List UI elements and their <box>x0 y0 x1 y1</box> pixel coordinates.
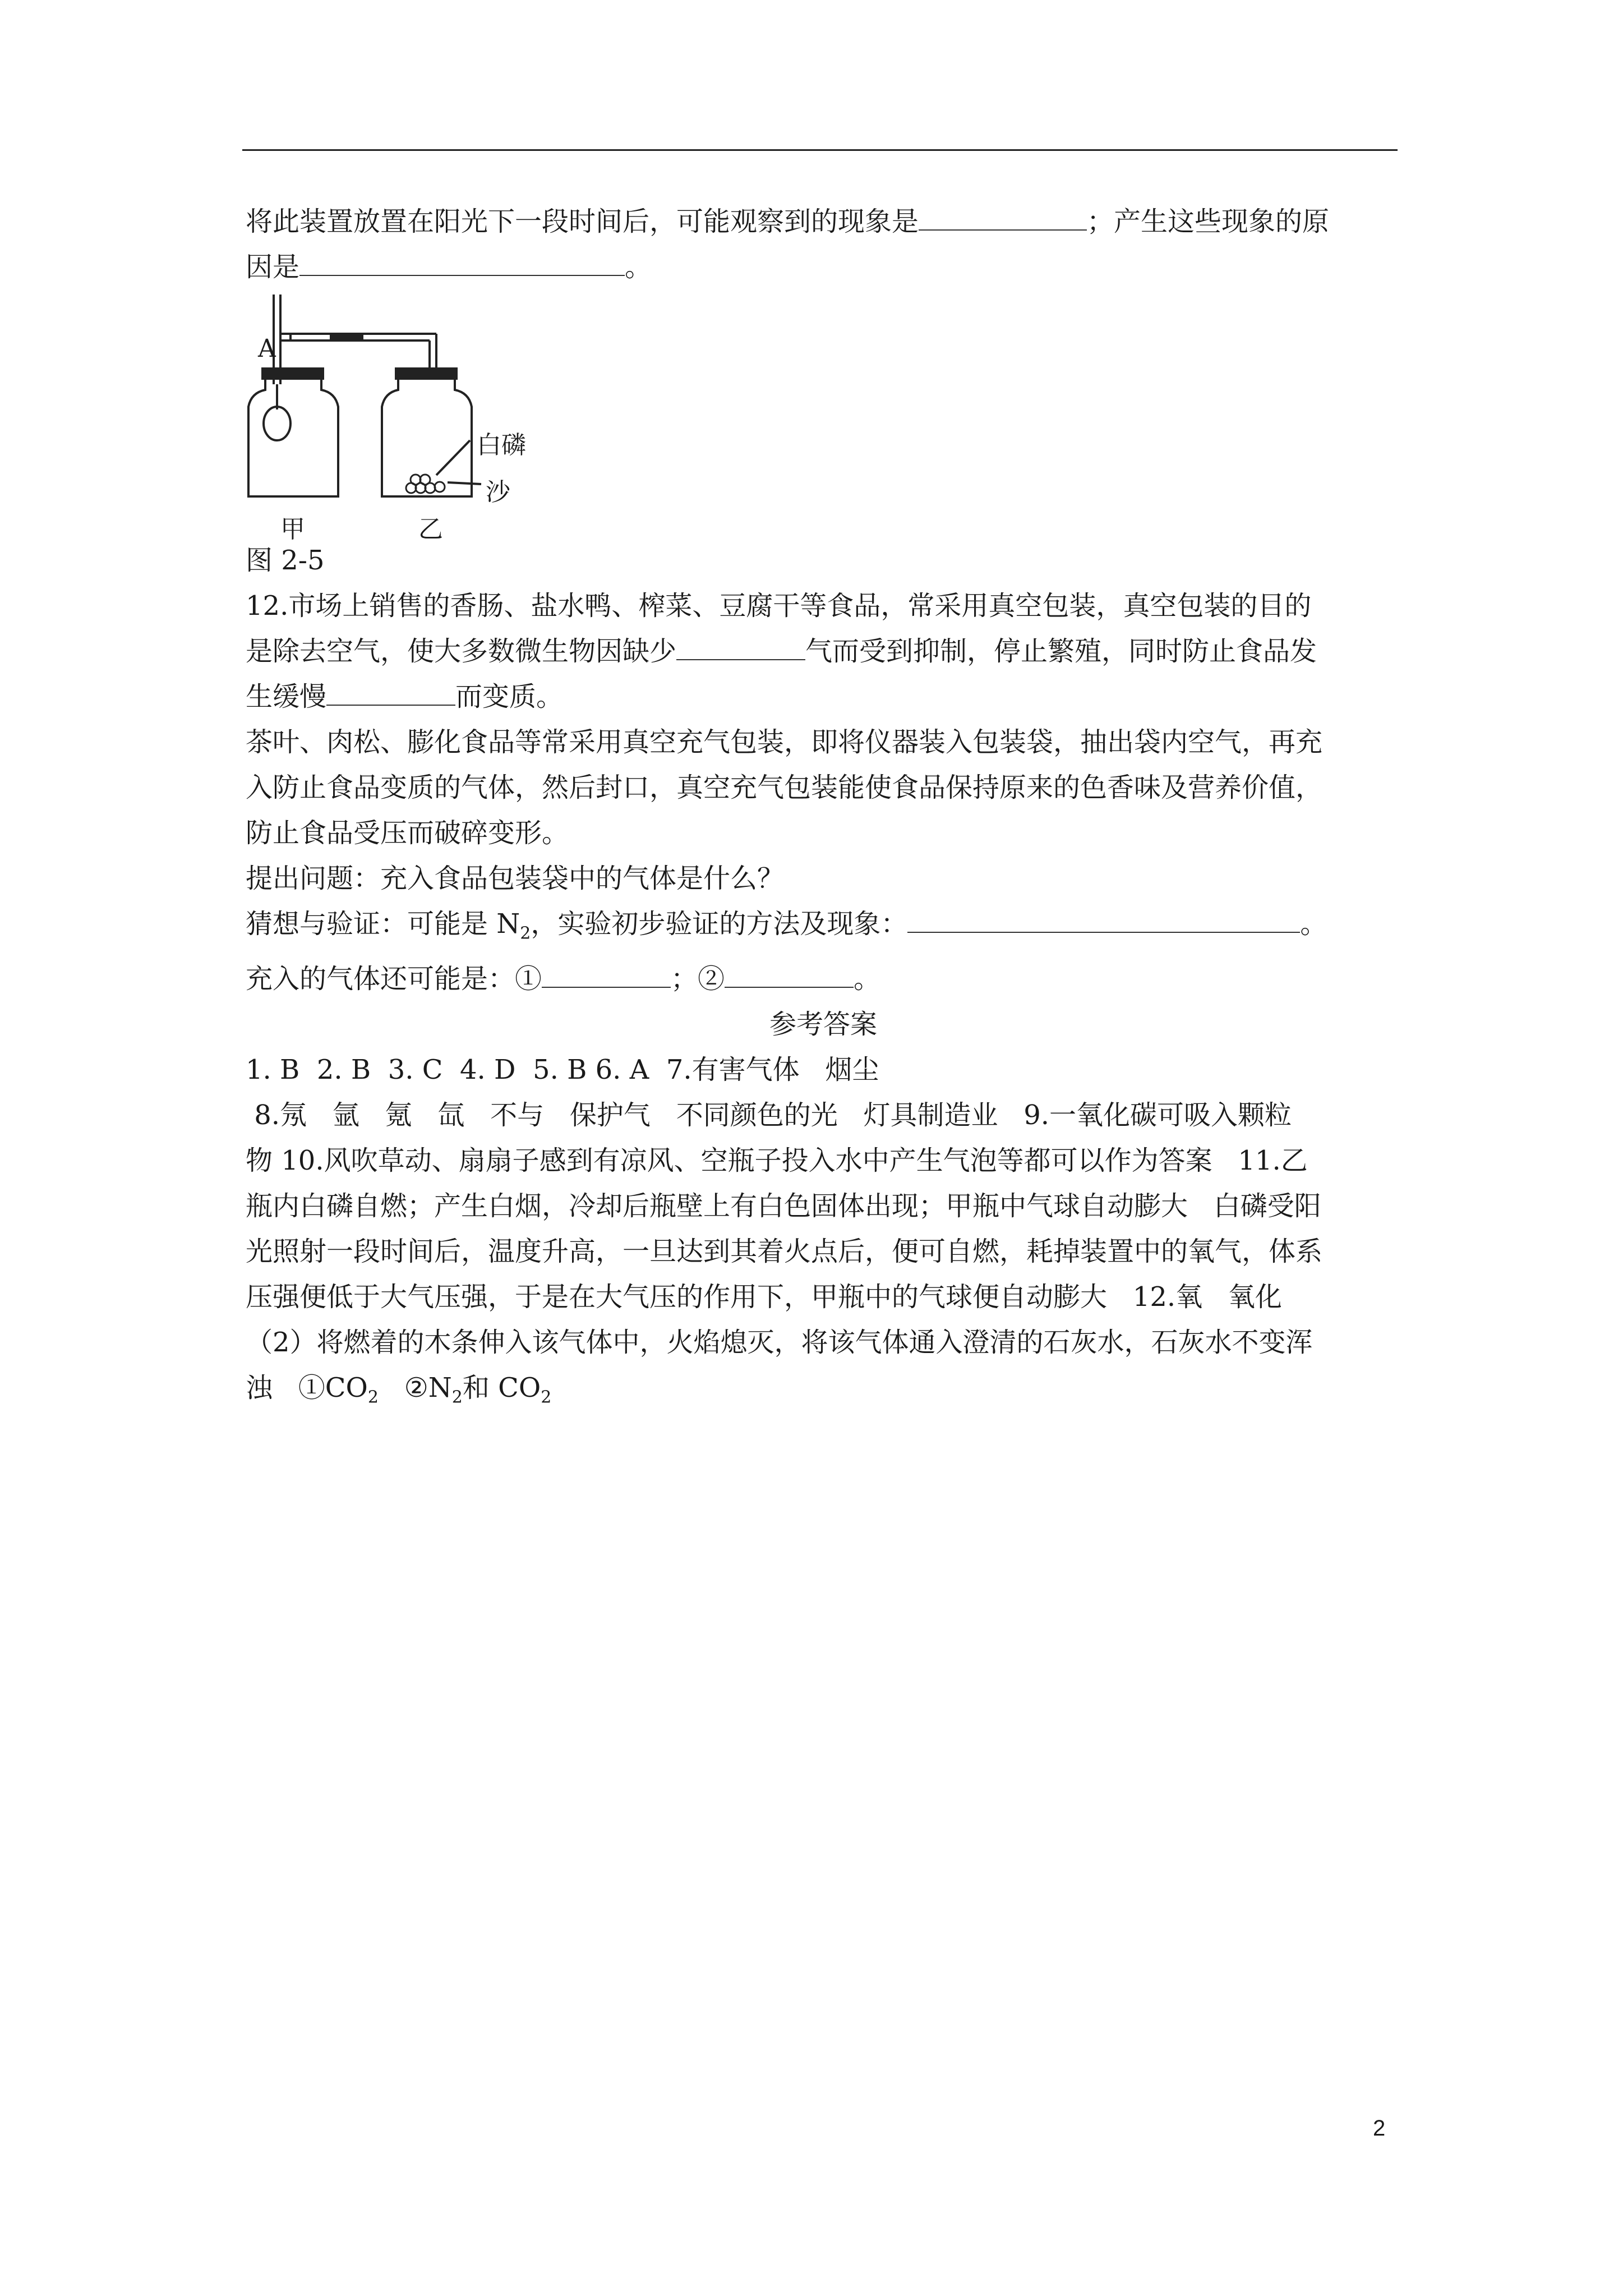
answers-line-4: 瓶内白磷自燃；产生白烟，冷却后瓶壁上有白色固体出现；甲瓶中气球自动膨大 白磷受阳 <box>246 1190 1321 1222</box>
answers-line-3: 物 10.风吹草动、扇扇子感到有凉风、空瓶子投入水中产生气泡等都可以作为答案 11.乙 <box>246 1144 1308 1176</box>
q12-text: ；② <box>671 963 725 995</box>
answer-text: ②N <box>378 1372 452 1404</box>
q12-line-3 <box>246 674 1401 720</box>
answers-line-1: 1. B 2. B 3. C 4. D 5. B 6. A 7.有害气体 烟尘 <box>246 1053 879 1085</box>
document-body <box>246 199 1401 1420</box>
q11-text: ；产生这些现象的原 <box>1087 206 1330 237</box>
q12-line-2 <box>246 629 1401 674</box>
answer-blank <box>676 631 805 660</box>
q11-text: 。 <box>625 251 652 283</box>
subscript: 2 <box>541 1387 552 1407</box>
subscript: 2 <box>367 1387 379 1407</box>
label-bottle-jia: 甲 <box>280 515 305 544</box>
label-a: A <box>258 334 276 363</box>
answer-blank <box>542 959 671 988</box>
q11-text: 因是 <box>246 251 300 283</box>
answer-blank <box>919 201 1087 231</box>
answer-blank <box>907 904 1300 933</box>
page-number: 2 <box>1373 2116 1386 2141</box>
q12-line-1: 12.市场上销售的香肠、盐水鸭、榨菜、豆腐干等食品，常采用真空包装，真空包装的目的 <box>246 590 1312 622</box>
header-rule <box>242 149 1398 151</box>
label-white-phosphorus: 白磷 <box>477 431 526 459</box>
q12-line-8 <box>246 901 1401 956</box>
answers-line-7: （2）将燃着的木条伸入该气体中，火焰熄灭，将该气体通入澄清的石灰水，石灰水不变浑 <box>246 1326 1313 1358</box>
answers-line-5: 光照射一段时间后，温度升高，一旦达到其着火点后，便可自燃，耗掉装置中的氧气，体系 <box>246 1235 1323 1267</box>
answer-blank <box>299 247 625 276</box>
figure-caption: 图 2-5 <box>246 545 325 576</box>
answers-line-8 <box>246 1365 1401 1420</box>
q12-text: ，实验初步验证的方法及现象： <box>531 908 908 940</box>
answers-line-2: 8.氖 氩 氪 氙 不与 保护气 不同颜色的光 灯具制造业 9.一氧化碳可吸入颗粒 <box>246 1099 1292 1131</box>
subscript: 2 <box>451 1387 463 1407</box>
apparatus-figure <box>246 295 537 544</box>
q12-text: 充入的气体还可能是：① <box>246 963 542 995</box>
q12-text: 是除去空气，使大多数微生物因缺少 <box>246 636 677 667</box>
q11-line-2 <box>246 245 1401 290</box>
answer-blank <box>326 677 455 706</box>
answer-blank <box>725 959 854 988</box>
answer-text: 浊 ①CO <box>246 1372 368 1404</box>
q12-text: 气而受到抑制，停止繁殖，同时防止食品发 <box>805 636 1317 667</box>
answers-heading: 参考答案 <box>769 1008 877 1040</box>
q12-line-6: 防止食品受压而破碎变形。 <box>246 817 569 849</box>
answer-text: 和 CO <box>462 1372 541 1404</box>
label-sand: 沙 <box>486 478 510 507</box>
q12-text: 猜想与验证：可能是 N <box>246 908 520 940</box>
q12-text: 而变质。 <box>455 681 564 712</box>
q12-line-9 <box>246 956 1401 1002</box>
q11-text: 将此装置放置在阳光下一段时间后，可能观察到的现象是 <box>246 206 919 237</box>
q12-text: 。 <box>1300 908 1327 940</box>
q11-line-1 <box>246 199 1401 245</box>
q12-line-7: 提出问题：充入食品包装袋中的气体是什么？ <box>246 863 785 894</box>
label-bottle-yi: 乙 <box>418 515 443 544</box>
q12-line-5: 入防止食品变质的气体，然后封口，真空充气包装能使食品保持原来的色香味及营养价值， <box>246 772 1323 803</box>
q12-line-4: 茶叶、肉松、膨化食品等常采用真空充气包装，即将仪器装入包装袋，抽出袋内空气，再充 <box>246 726 1323 758</box>
q12-text: 。 <box>854 963 881 995</box>
answers-line-6: 压强便低于大气压强，于是在大气压的作用下，甲瓶中的气球便自动膨大 12.氧 氧化 <box>246 1281 1282 1313</box>
q12-text: 生缓慢 <box>246 681 327 712</box>
subscript: 2 <box>520 923 531 944</box>
